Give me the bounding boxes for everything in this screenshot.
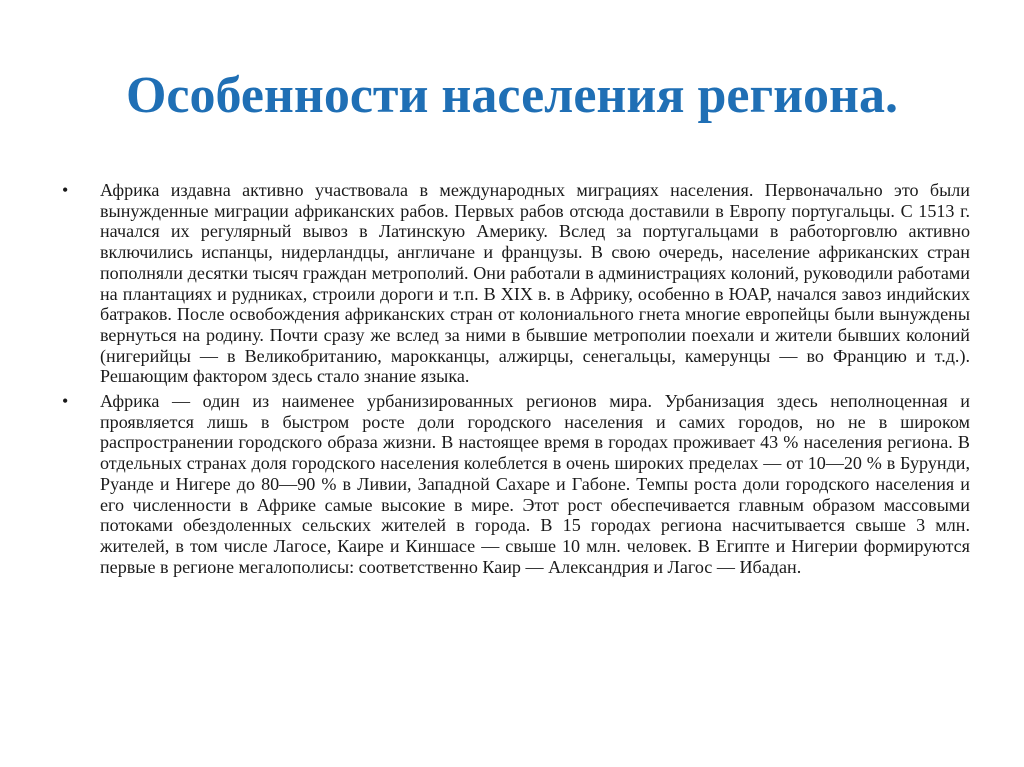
bullet-item-migration xyxy=(60,180,970,387)
bullet-icon: • xyxy=(62,180,69,200)
slide-title: Особенности населения региона. xyxy=(125,67,899,124)
bullet-item-urbanization xyxy=(60,391,970,577)
bullet-icon: • xyxy=(62,391,69,412)
bullet-text: Африка издавна активно участвовала в международных миграциях населения. Первоначально это были вынужденные миграции африканских рабов. Первых рабов отсюда доставили в Европу португальцы. С 1513 г. начался их регулярный вывоз в Латинскую Америку. Вслед за португальцами в работорговлю активно включились испанцы, нидерландцы, англичане и французы. В свою очередь, население африканских стран пополняли десятки тысяч граждан метрополий. Они работали в администрациях колоний, руководили работами на плантациях и рудниках, строили дороги и т.п. В XIX в. в Африку, особенно в ЮАР, начался завоз индийских батраков. После освобождения африканских стран от колониального гнета многие европейцы были вынуждены вернуться на родину. Почти сразу же вслед за ними в бывшие метрополии поехали и жители бывших колоний (нигерийцы — в Великобританию, марокканцы, алжирцы, сенегальцы, камерунцы — во Францию и т.д.). Решающим фактором здесь стало знание языка. xyxy=(100,180,970,387)
bullet-list xyxy=(60,180,970,581)
bullet-text: Африка — один из наименее урбанизированных регионов мира. Урбанизация здесь неполноценная и проявляется лишь в быстром росте доли городского населения и самих городов, но не в широком распространении городского образа жизни. В настоящее время в городах проживает 43 % населения региона. В отдельных странах доля городского населения колеблется в очень широких пределах — от 10—20 % в Бурунди, Руанде и Нигере до 80—90 % в Ливии, Западной Сахаре и Габоне. Темпы роста доли городского населения и его численности в Африке самые высокие в мире. Этот рост обеспечивается главным образом массовыми потоками обездоленных сельских жителей в города. В 15 городах региона насчитывается свыше 3 млн. жителей, в том числе Лагосе, Каире и Киншасе — свыше 10 млн. человек. В Египте и Нигерии формируются первые в регионе мегалополисы: соответственно Каир — Александрия и Лагос — Ибадан. xyxy=(100,391,970,577)
